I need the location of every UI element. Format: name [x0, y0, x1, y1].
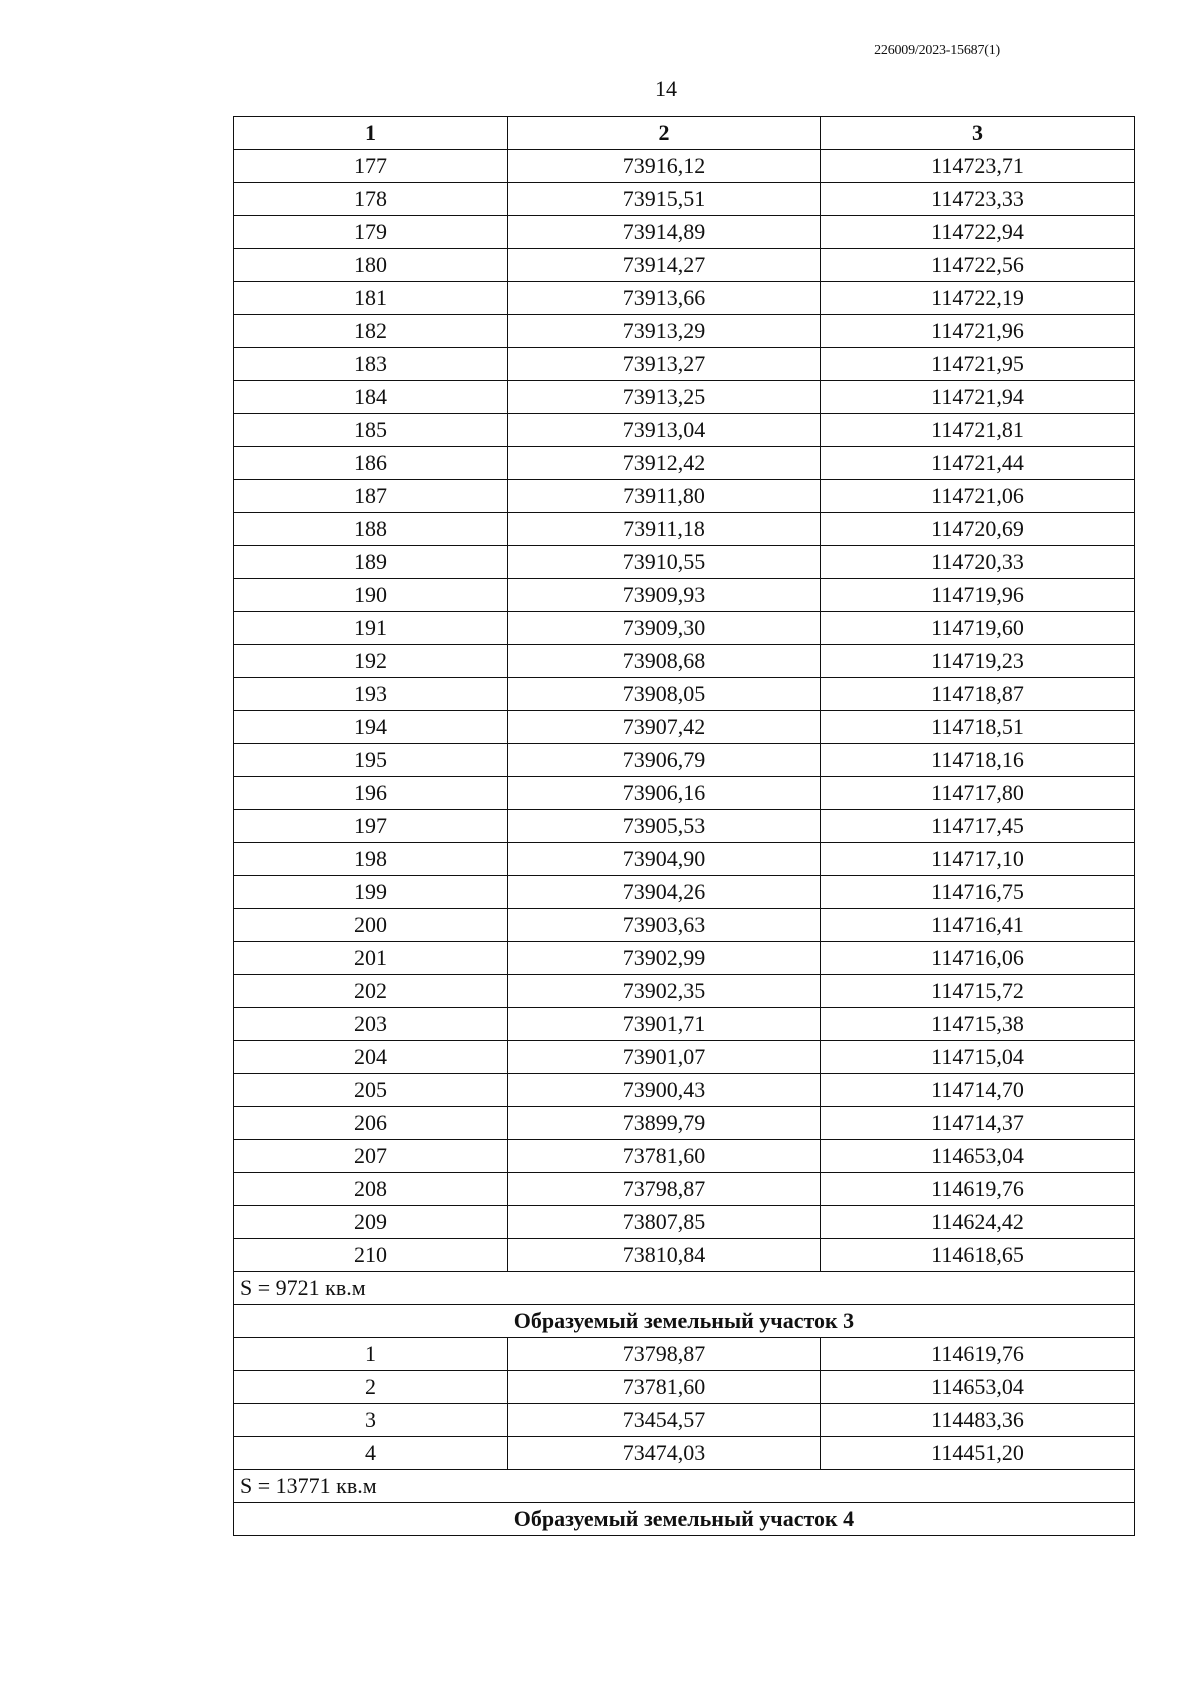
table-row	[234, 381, 1135, 414]
point-number-cell: 207	[234, 1140, 508, 1173]
point-number-cell: 185	[234, 414, 508, 447]
y-coordinate-cell: 114714,70	[821, 1074, 1135, 1107]
point-number-cell: 198	[234, 843, 508, 876]
x-coordinate-cell: 73902,99	[508, 942, 821, 975]
x-coordinate-cell: 73915,51	[508, 183, 821, 216]
point-number-cell: 203	[234, 1008, 508, 1041]
section-title-row	[234, 1503, 1135, 1536]
x-coordinate-cell: 73798,87	[508, 1173, 821, 1206]
table-row	[234, 1041, 1135, 1074]
page-number: 14	[655, 76, 677, 101]
x-coordinate-cell: 73904,26	[508, 876, 821, 909]
table-row	[234, 1239, 1135, 1272]
y-coordinate-cell: 114451,20	[821, 1437, 1135, 1470]
table-row	[234, 810, 1135, 843]
y-coordinate-cell: 114721,81	[821, 414, 1135, 447]
table-row	[234, 1404, 1135, 1437]
point-number-cell: 209	[234, 1206, 508, 1239]
y-coordinate-cell: 114721,06	[821, 480, 1135, 513]
point-number-cell: 196	[234, 777, 508, 810]
table-row	[234, 744, 1135, 777]
y-coordinate-cell: 114718,87	[821, 678, 1135, 711]
y-coordinate-cell: 114716,41	[821, 909, 1135, 942]
point-number-cell: 180	[234, 249, 508, 282]
x-coordinate-cell: 73907,42	[508, 711, 821, 744]
table-row	[234, 777, 1135, 810]
y-coordinate-cell: 114722,19	[821, 282, 1135, 315]
y-coordinate-cell: 114716,06	[821, 942, 1135, 975]
y-coordinate-cell: 114653,04	[821, 1140, 1135, 1173]
table-row	[234, 1008, 1135, 1041]
y-coordinate-cell: 114717,80	[821, 777, 1135, 810]
x-coordinate-cell: 73909,30	[508, 612, 821, 645]
table-row	[234, 315, 1135, 348]
table-header-row	[234, 117, 1135, 150]
point-number-cell: 200	[234, 909, 508, 942]
x-coordinate-cell: 73906,16	[508, 777, 821, 810]
x-coordinate-cell: 73914,27	[508, 249, 821, 282]
x-coordinate-cell: 73899,79	[508, 1107, 821, 1140]
x-coordinate-cell: 73911,18	[508, 513, 821, 546]
x-coordinate-cell: 73908,68	[508, 645, 821, 678]
table-row	[234, 447, 1135, 480]
point-number-cell: 182	[234, 315, 508, 348]
table-row	[234, 843, 1135, 876]
table-body-summary-2	[234, 1470, 1135, 1536]
y-coordinate-cell: 114718,51	[821, 711, 1135, 744]
x-coordinate-cell: 73914,89	[508, 216, 821, 249]
y-coordinate-cell: 114715,04	[821, 1041, 1135, 1074]
y-coordinate-cell: 114717,45	[821, 810, 1135, 843]
section-title: Образуемый земельный участок 3	[234, 1305, 1135, 1338]
point-number-cell: 189	[234, 546, 508, 579]
area-row	[234, 1470, 1135, 1503]
y-coordinate-cell: 114618,65	[821, 1239, 1135, 1272]
point-number-cell: 194	[234, 711, 508, 744]
x-coordinate-cell: 73913,04	[508, 414, 821, 447]
table-row	[234, 249, 1135, 282]
area-value: S = 9721 кв.м	[234, 1272, 1135, 1305]
point-number-cell: 205	[234, 1074, 508, 1107]
point-number-cell: 177	[234, 150, 508, 183]
x-coordinate-cell: 73902,35	[508, 975, 821, 1008]
y-coordinate-cell: 114715,72	[821, 975, 1135, 1008]
x-coordinate-cell: 73916,12	[508, 150, 821, 183]
table-row	[234, 1437, 1135, 1470]
y-coordinate-cell: 114715,38	[821, 1008, 1135, 1041]
x-coordinate-cell: 73781,60	[508, 1140, 821, 1173]
x-coordinate-cell: 73906,79	[508, 744, 821, 777]
table-row	[234, 348, 1135, 381]
table-row	[234, 1107, 1135, 1140]
document-id: 226009/2023-15687(1)	[874, 43, 1000, 58]
point-number-cell: 204	[234, 1041, 508, 1074]
point-number-cell: 188	[234, 513, 508, 546]
table-row	[234, 546, 1135, 579]
x-coordinate-cell: 73454,57	[508, 1404, 821, 1437]
x-coordinate-cell: 73903,63	[508, 909, 821, 942]
point-number-cell: 208	[234, 1173, 508, 1206]
y-coordinate-cell: 114719,96	[821, 579, 1135, 612]
x-coordinate-cell: 73781,60	[508, 1371, 821, 1404]
section-title-row	[234, 1305, 1135, 1338]
point-number-cell: 201	[234, 942, 508, 975]
point-number-cell: 184	[234, 381, 508, 414]
y-coordinate-cell: 114721,96	[821, 315, 1135, 348]
table-row	[234, 579, 1135, 612]
point-number-cell: 187	[234, 480, 508, 513]
y-coordinate-cell: 114718,16	[821, 744, 1135, 777]
x-coordinate-cell: 73900,43	[508, 1074, 821, 1107]
table-row	[234, 1074, 1135, 1107]
y-coordinate-cell: 114721,95	[821, 348, 1135, 381]
point-number-cell: 3	[234, 1404, 508, 1437]
point-number-cell: 179	[234, 216, 508, 249]
y-coordinate-cell: 114619,76	[821, 1173, 1135, 1206]
point-number-cell: 202	[234, 975, 508, 1008]
y-coordinate-cell: 114722,94	[821, 216, 1135, 249]
x-coordinate-cell: 73913,29	[508, 315, 821, 348]
table-row	[234, 909, 1135, 942]
x-coordinate-cell: 73901,71	[508, 1008, 821, 1041]
x-coordinate-cell: 73913,25	[508, 381, 821, 414]
y-coordinate-cell: 114624,42	[821, 1206, 1135, 1239]
y-coordinate-cell: 114717,10	[821, 843, 1135, 876]
x-coordinate-cell: 73904,90	[508, 843, 821, 876]
column-header: 2	[508, 117, 821, 150]
point-number-cell: 210	[234, 1239, 508, 1272]
x-coordinate-cell: 73913,27	[508, 348, 821, 381]
point-number-cell: 186	[234, 447, 508, 480]
x-coordinate-cell: 73905,53	[508, 810, 821, 843]
table-row	[234, 645, 1135, 678]
x-coordinate-cell: 73913,66	[508, 282, 821, 315]
table-row	[234, 1371, 1135, 1404]
y-coordinate-cell: 114722,56	[821, 249, 1135, 282]
x-coordinate-cell: 73807,85	[508, 1206, 821, 1239]
point-number-cell: 195	[234, 744, 508, 777]
y-coordinate-cell: 114723,33	[821, 183, 1135, 216]
point-number-cell: 191	[234, 612, 508, 645]
y-coordinate-cell: 114720,69	[821, 513, 1135, 546]
y-coordinate-cell: 114719,60	[821, 612, 1135, 645]
point-number-cell: 2	[234, 1371, 508, 1404]
table-body-summary-1	[234, 1272, 1135, 1338]
table-body-part-1	[234, 150, 1135, 1272]
table-row	[234, 1173, 1135, 1206]
point-number-cell: 1	[234, 1338, 508, 1371]
y-coordinate-cell: 114714,37	[821, 1107, 1135, 1140]
point-number-cell: 192	[234, 645, 508, 678]
table-row	[234, 513, 1135, 546]
x-coordinate-cell: 73911,80	[508, 480, 821, 513]
table-row	[234, 183, 1135, 216]
area-row	[234, 1272, 1135, 1305]
y-coordinate-cell: 114716,75	[821, 876, 1135, 909]
table-row	[234, 942, 1135, 975]
point-number-cell: 190	[234, 579, 508, 612]
table-row	[234, 975, 1135, 1008]
y-coordinate-cell: 114721,44	[821, 447, 1135, 480]
y-coordinate-cell: 114619,76	[821, 1338, 1135, 1371]
table-row	[234, 1140, 1135, 1173]
table-row	[234, 216, 1135, 249]
y-coordinate-cell: 114720,33	[821, 546, 1135, 579]
x-coordinate-cell: 73474,03	[508, 1437, 821, 1470]
point-number-cell: 181	[234, 282, 508, 315]
point-number-cell: 4	[234, 1437, 508, 1470]
y-coordinate-cell: 114723,71	[821, 150, 1135, 183]
point-number-cell: 197	[234, 810, 508, 843]
table-row	[234, 480, 1135, 513]
area-value: S = 13771 кв.м	[234, 1470, 1135, 1503]
y-coordinate-cell: 114719,23	[821, 645, 1135, 678]
y-coordinate-cell: 114483,36	[821, 1404, 1135, 1437]
x-coordinate-cell: 73901,07	[508, 1041, 821, 1074]
x-coordinate-cell: 73810,84	[508, 1239, 821, 1272]
point-number-cell: 183	[234, 348, 508, 381]
y-coordinate-cell: 114721,94	[821, 381, 1135, 414]
section-title: Образуемый земельный участок 4	[234, 1503, 1135, 1536]
table-row	[234, 414, 1135, 447]
x-coordinate-cell: 73909,93	[508, 579, 821, 612]
point-number-cell: 199	[234, 876, 508, 909]
y-coordinate-cell: 114653,04	[821, 1371, 1135, 1404]
coordinates-table	[233, 116, 1135, 1536]
point-number-cell: 178	[234, 183, 508, 216]
table-row	[234, 150, 1135, 183]
point-number-cell: 206	[234, 1107, 508, 1140]
table-body-part-2	[234, 1338, 1135, 1470]
table-row	[234, 612, 1135, 645]
point-number-cell: 193	[234, 678, 508, 711]
table-row	[234, 876, 1135, 909]
column-header: 1	[234, 117, 508, 150]
x-coordinate-cell: 73910,55	[508, 546, 821, 579]
table-row	[234, 282, 1135, 315]
x-coordinate-cell: 73912,42	[508, 447, 821, 480]
x-coordinate-cell: 73908,05	[508, 678, 821, 711]
table-row	[234, 1338, 1135, 1371]
table-row	[234, 678, 1135, 711]
table-row	[234, 711, 1135, 744]
x-coordinate-cell: 73798,87	[508, 1338, 821, 1371]
table-row	[234, 1206, 1135, 1239]
column-header: 3	[821, 117, 1135, 150]
